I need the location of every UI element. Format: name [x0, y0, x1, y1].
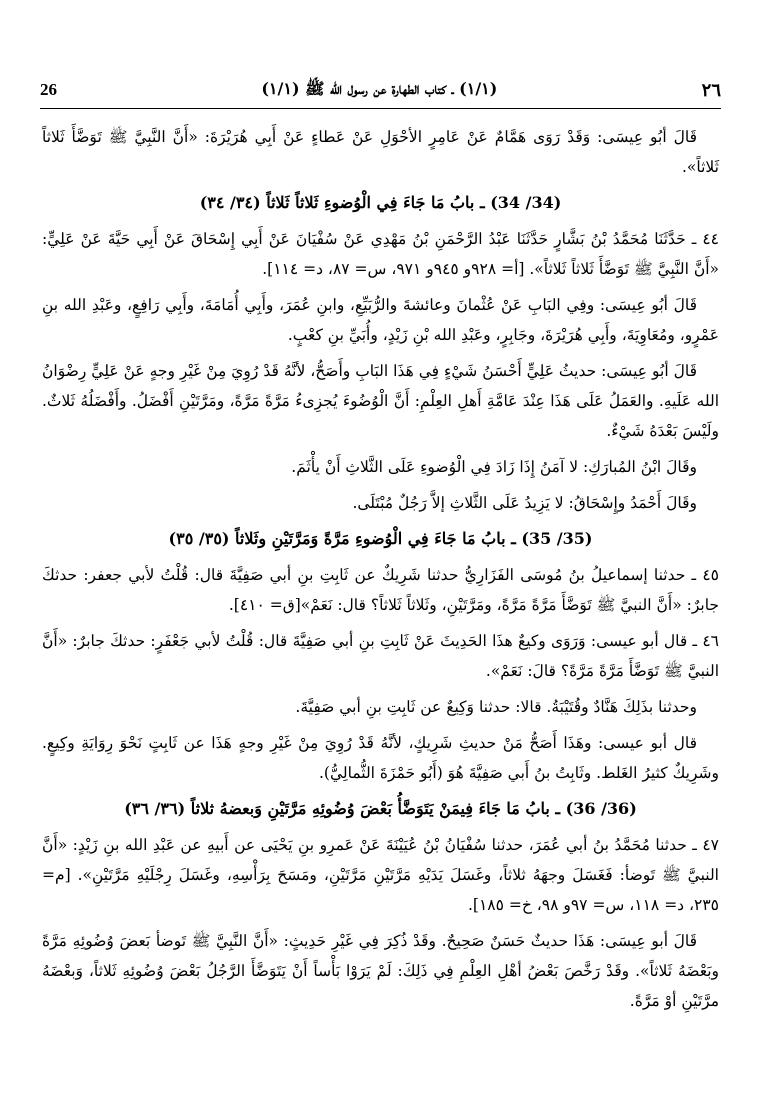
running-title: (١/١) ـ كتاب الطهارة عن رسول الله ﷺ (١/١)	[261, 78, 498, 98]
paragraph: وحدثنا بذَلِكَ هَنَّادٌ وقُتَيْبَةُ. قالا: حدثنا وَكِيعٌ عن ثَابِتِ بنِ أبي صَفِيَّةَ.	[295, 698, 697, 716]
hadith-paragraph: ٤٤ ـ حَدَّثَنَا مُحَمَّدُ بْنُ بَشَّارٍ حَدَّثَنَا عَبْدُ الرَّحْمَنِ بْنُ مَهْدِي عَنْ سُفْيَانَ عَنْ أَبِي إِسْحَاقَ عَنْ أَبِي حَيَّةَ عَنْ عَلِيٍّ: «أَنَّ النَّبِيَّ ﷺ تَوَضَّأَ ثَلاثاً ثَلاثاً». [أ= ٩٢٨و ٩٤٥و ٩٧١، س= ٨٧، د= ١١٤].	[42, 230, 719, 278]
chapter-heading: (34/ 34) ـ بابُ مَا جَاءَ فِي الْوُضوءِ ثَلاثاً ثَلاثاً (٣٤/ ٣٤)	[199, 193, 562, 212]
hadith-paragraph: ٤٥ ـ حدثنا إسماعيلُ بنُ مُوسَى الفَزَارِيُّ حدثنا شَرِيكٌ عن ثَابِتِ بنِ أبي صَفِيَّةَ قال: قُلْتُ لأبي جعفر: حدثكَ جابرٌ: «أَنَّ النبيَّ ﷺ تَوَضَّأَ مَرَّةً مَرَّةً، ومَرَّتَيْنِ، وثَلاثاً ثَلاثاً؟ قال: نَعَمْ»[ق= ٤١٠].	[42, 566, 719, 614]
page-number-arabic: ٢٦	[701, 79, 721, 101]
paragraph: وقَالَ ابْنُ المُبارَكِ: لا آمَنُ إِذَا زَادَ فِي الْوُضوءِ عَلَى الثَّلاثِ أَنْ يأْثَمَ.	[291, 458, 697, 476]
paragraph: وقَالَ أَحْمَدُ وإِسْحَاقُ: لا يَزِيدُ عَلَى الثَّلاثِ إلاَّ رَجُلٌ مُبْتَلَى.	[352, 494, 697, 512]
paragraph: قَالَ أبُو عِيسَى: وَقَدْ رَوَى هَمَّامٌ عَنْ عَامِرٍ الأحْوَلِ عَنْ عَطاءٍ عَنْ أَبِي هُرَيْرَةَ: «أَنَّ النَّبِيَّ ﷺ تَوَضَّأَ ثَلاثاً ثَلاثاً».	[42, 128, 719, 176]
paragraph: قَالَ أبُو عِيسَى: وفِي البَابِ عَنْ عُثْمانَ وعائشةَ والرُّبَيِّعِ، وابنِ عُمَرَ، وأَبِي أُمَامَةَ، وأَبِي رَافِعٍ، وعَبْدِ الله بنِ عَمْرٍو، ومُعَاوِيَةَ، وأَبِي هُرَيْرَةَ، وجَابِرٍ، وعَبْدِ الله بْنِ زَيْدٍ، وأُبَيِّ بنِ كعْبٍ.	[42, 296, 719, 344]
chapter-heading: (36/ 36) ـ بابُ مَا جَاءَ فِيمَنْ يَتَوَضَّأُ بَعْضَ وُضُوئِهِ مَرَّتَيْنِ وَبعضهُ ثلاثاً (٣٦/ ٣٦)	[124, 799, 637, 818]
page-header	[40, 72, 721, 109]
paragraph: قَالَ أبُو عِيسَى: حديثُ عَلِيٍّ أَحْسَنُ شَيْءٍ فِي هَذَا البَابِ وأَصَحُّ، لأنَّهُ قَدْ رُوِيَ مِنْ غَيْرِ وجهٍ عَنْ عَلِيٍّ رِضْوَانُ الله عَلَيهِ. والعَمَلُ عَلَى هَذَا عِنْدَ عَامَّةِ أَهلِ العِلْمِ: أَنَّ الْوُضُوءَ يُجزِىءُ مَرَّةً مَرَّةً، ومَرَّتَيْنِ أَفْضَلُ. وأَفْضَلُهُ ثَلاثٌ. ولَيْسَ بَعْدَهُ شَيْءٌ.	[42, 362, 719, 440]
page-number-latin: 26	[40, 80, 57, 99]
page-body	[42, 122, 719, 1078]
chapter-heading: (35/ 35) ـ بابُ مَا جَاءَ فِي الْوُضوءِ مَرَّةً وَمَرَّتَيْنِ وثَلاثاً (٣٥/ ٣٥)	[168, 529, 593, 548]
hadith-paragraph: ٤٧ ـ حدثنا مُحَمَّدُ بنُ أبي عُمَرَ، حدثنا سُفْيَانُ بْنُ عُيَيْنَةَ عَنْ عَمرِو بنِ يَحْيَى عن أَبيهِ عن عَبْدِ الله بنِ زَيْدٍ: «أَنَّ النبيَّ ﷺ تَوضأ: فَغَسَلَ وجهَهُ ثلاثاً، وغَسَلَ يَدَيْهِ مَرَّتَيْنِ مَرَّتَيْنِ، ومَسَحَ بِرَأْسِهِ، وغَسَلَ رِجْلَيْهِ مَرَّتَيْنِ». [م= ٢٣٥، د= ١١٨، س= ٩٧و ٩٨، خ= ١٨٥].	[42, 836, 719, 914]
hadith-paragraph: ٤٦ ـ قال أبو عيسى: وَرَوَى وكيعٌ هذَا الحَدِيثَ عَنْ ثَابِتِ بنِ أبي صَفِيَّةَ قال: قُلْتُ لأبي جَعْفَرٍ: حدثكَ جابرٌ: «أَنَّ النبيَّ ﷺ تَوَضَّأَ مَرَّةً مَرَّةً؟ قالَ: نَعَمْ».	[42, 632, 719, 680]
paragraph: قال أبو عيسى: وهَذَا أَصَحُّ مَنْ حديثِ شَرِيكٍ، لأنَّهُ قَدْ رُوِيَ مِنْ غَيْرِ وجهٍ هَذَا عن ثَابِتٍ نَحْوَ رِوَايَةِ وكِيعٍ. وشَرِيكٌ كثيرُ الغَلط. وثَابِتُ بنُ أَبي صَفِيَّةَ هُوَ (أَبُو حَمْزَةَ الثُّمالِيُّ).	[42, 734, 719, 782]
paragraph: قَالَ أبو عِيسَى: هَذَا حديثٌ حَسَنٌ صَحِيحٌ. وقَدْ ذُكِرَ فِي غَيْرِ حَدِيثٍ: «أَنَّ النَّبِيَّ ﷺ تَوضأ بَعضَ وُضُوئِهِ مَرَّةً وبَعْضَهُ ثَلاثاً». وقَدْ رَخَّصَ بَعْضُ أهْلِ العِلْمِ فِي ذَلِكَ: لَمْ يَرَوْا بَأْساً أَنْ يَتَوَضَّأَ الرَّجُلُ بَعْضَ وُضُوئِهِ ثَلاثاً، وَبعْضَهُ مرَّتَيْنِ أوْ مَرَّةً.	[42, 932, 719, 1010]
